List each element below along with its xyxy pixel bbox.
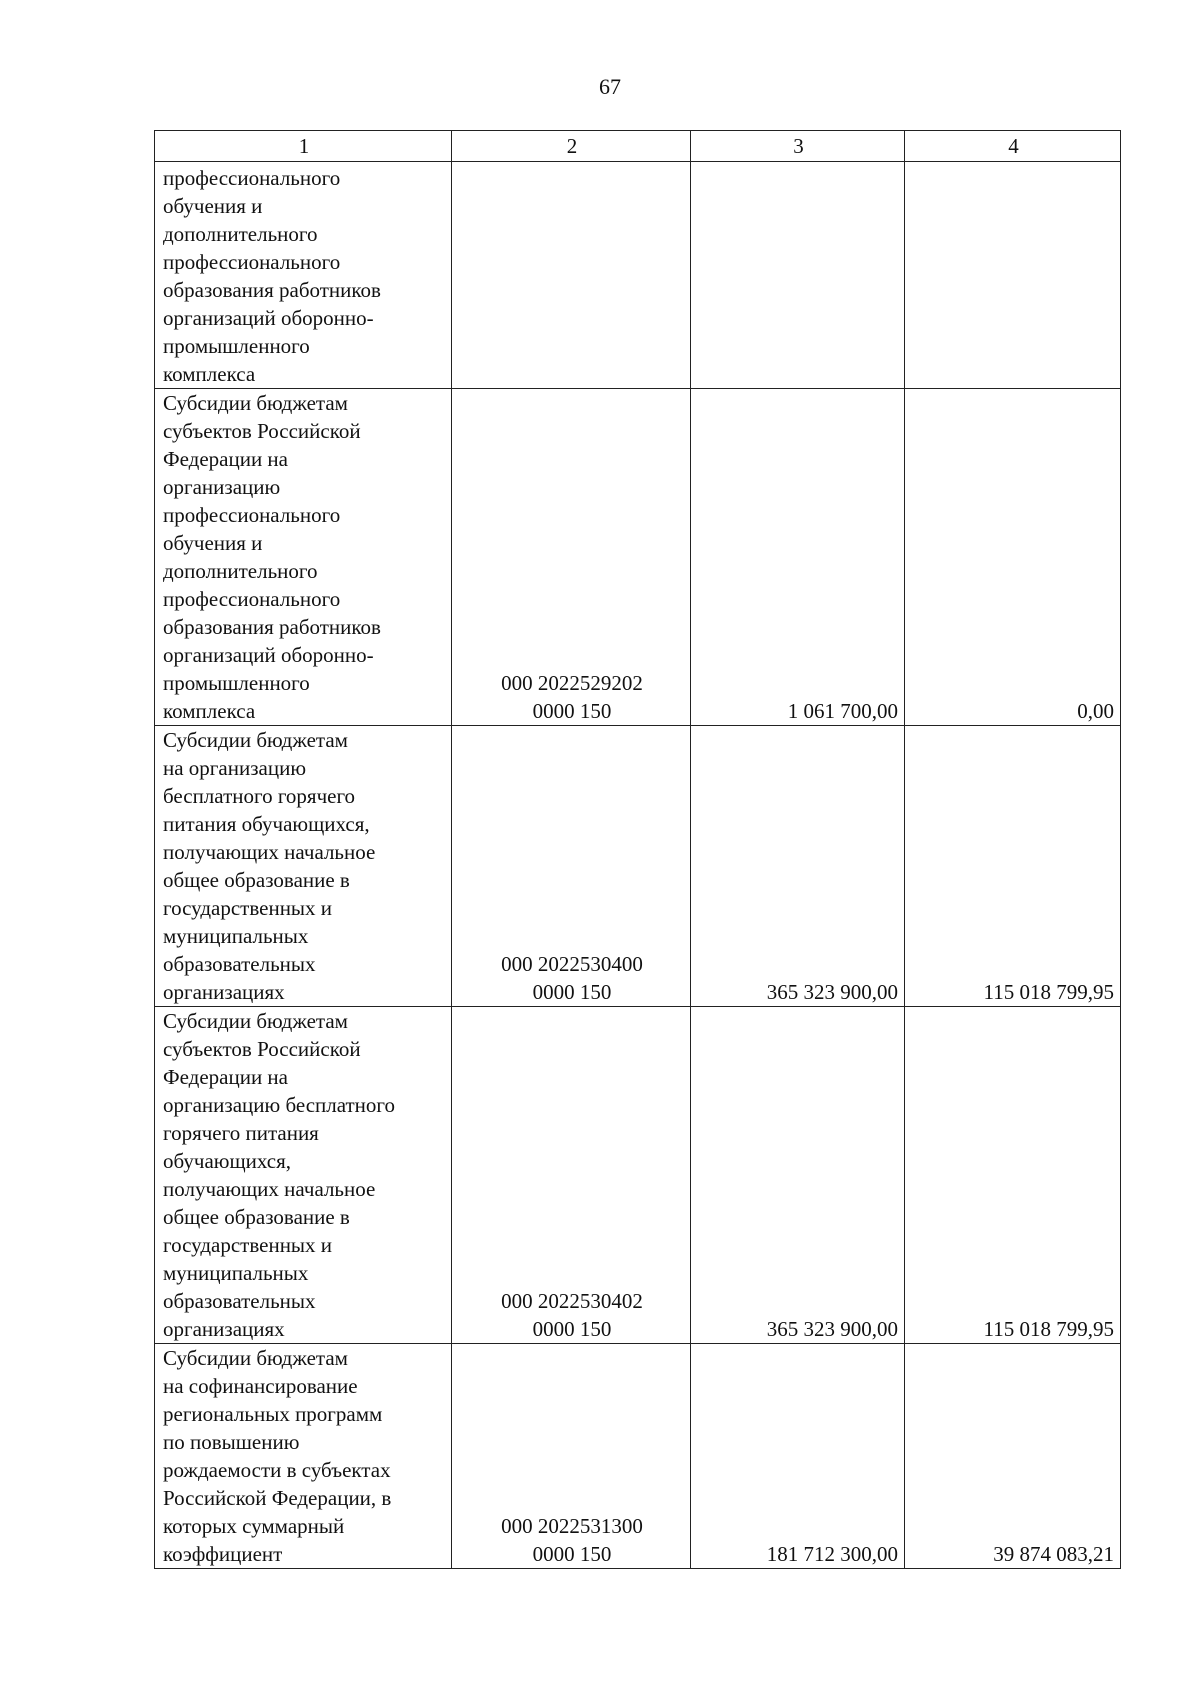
item-name: Субсидии бюджетам субъектов Российской Федерации на организацию профессионального обучения и дополнительного профессионального образования работников организаций оборонно- промышленного комплекса	[155, 389, 452, 726]
item-amount-col4: 39 874 083,21	[905, 1344, 1121, 1569]
item-amount-col3: 365 323 900,00	[691, 726, 905, 1007]
item-name: профессионального обучения и дополнительного профессионального образования работников организаций оборонно- промышленного комплекса	[155, 162, 452, 389]
item-amount-col4	[905, 162, 1121, 389]
table-row	[155, 389, 1121, 726]
item-amount-col4: 0,00	[905, 389, 1121, 726]
page-number: 67	[599, 74, 621, 99]
item-code: 000 2022530400 0000 150	[452, 726, 691, 1007]
table-row	[155, 726, 1121, 1007]
table-row	[155, 1344, 1121, 1569]
item-amount-col3: 365 323 900,00	[691, 1007, 905, 1344]
column-header-3: 3	[691, 131, 905, 162]
item-code	[452, 162, 691, 389]
item-amount-col4: 115 018 799,95	[905, 726, 1121, 1007]
item-amount-col3: 181 712 300,00	[691, 1344, 905, 1569]
table-row	[155, 1007, 1121, 1344]
item-code: 000 2022530402 0000 150	[452, 1007, 691, 1344]
column-header-1: 1	[155, 131, 452, 162]
item-amount-col4: 115 018 799,95	[905, 1007, 1121, 1344]
item-amount-col3: 1 061 700,00	[691, 389, 905, 726]
table-row	[155, 162, 1121, 389]
item-name: Субсидии бюджетам на софинансирование региональных программ по повышению рождаемости в субъектах Российской Федерации, в которых суммарный коэффициент	[155, 1344, 452, 1569]
item-code: 000 2022531300 0000 150	[452, 1344, 691, 1569]
item-name: Субсидии бюджетам субъектов Российской Федерации на организацию бесплатного горячего питания обучающихся, получающих начальное общее образование в государственных и муниципальных образовательных организациях	[155, 1007, 452, 1344]
item-name: Субсидии бюджетам на организацию бесплатного горячего питания обучающихся, получающих начальное общее образование в государственных и муниципальных образовательных организациях	[155, 726, 452, 1007]
item-amount-col3	[691, 162, 905, 389]
table-header-row	[155, 131, 1121, 162]
column-header-4: 4	[905, 131, 1121, 162]
column-header-2: 2	[452, 131, 691, 162]
item-code: 000 2022529202 0000 150	[452, 389, 691, 726]
budget-table	[154, 130, 1121, 1569]
